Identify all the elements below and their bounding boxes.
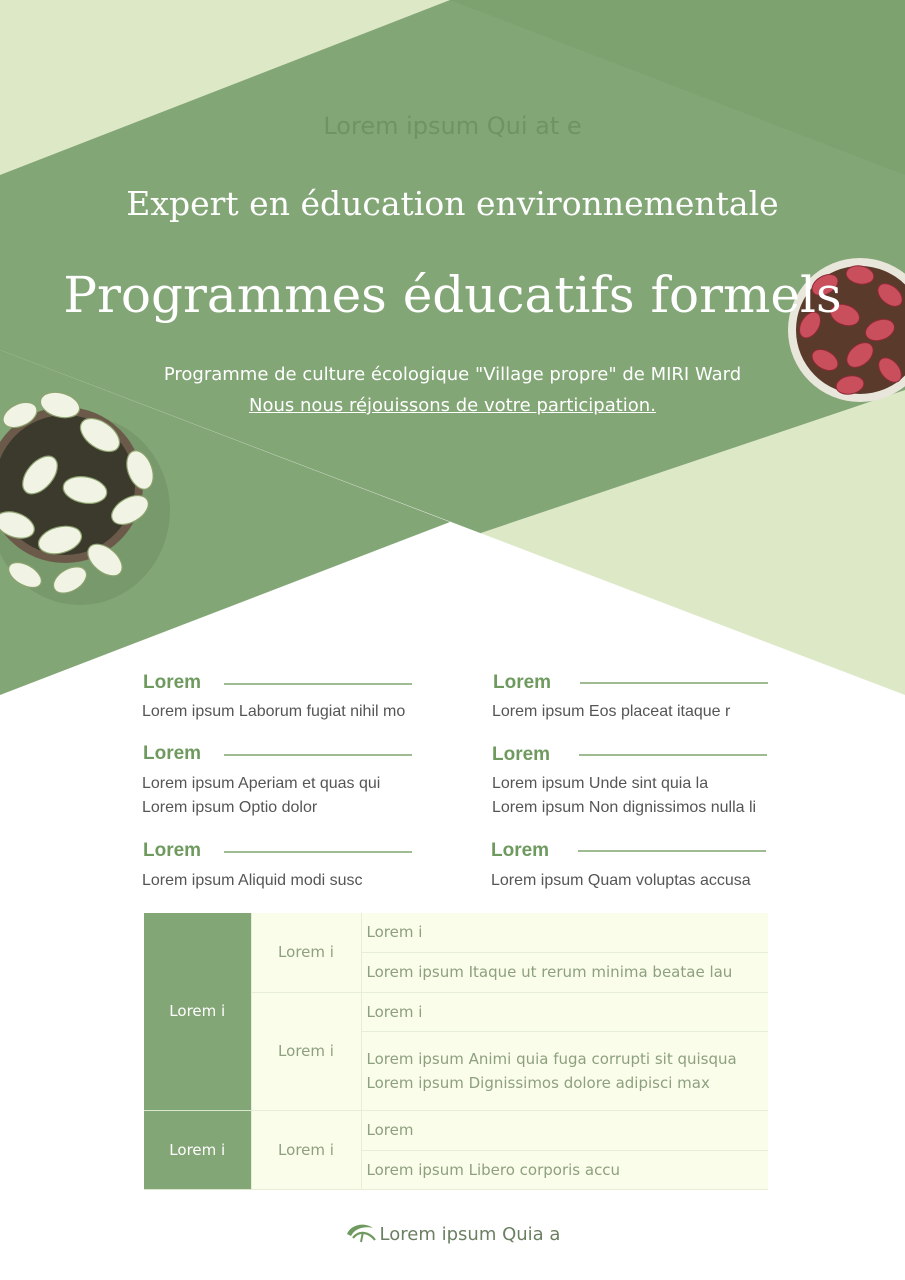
table-cell-text bbox=[361, 1031, 768, 1110]
divider bbox=[580, 682, 768, 684]
header-subtitle: Expert en éducation environnementale bbox=[126, 184, 779, 223]
table-sub-label: Lorem i bbox=[251, 992, 361, 1110]
footer bbox=[0, 1222, 905, 1245]
feature-title: Lorem bbox=[143, 672, 202, 693]
table-group-label: Lorem i bbox=[144, 1110, 251, 1189]
table-group-label: Lorem i bbox=[144, 913, 251, 1110]
feature-text: Lorem ipsum Aperiam et quas qui bbox=[142, 775, 381, 792]
feature-title: Lorem bbox=[492, 744, 551, 765]
feature-title: Lorem bbox=[143, 743, 202, 764]
table-cell-heading: Lorem bbox=[361, 1110, 768, 1150]
table-cell-line: Lorem ipsum Dignissimos dolore adipisci max bbox=[366, 1073, 710, 1092]
table-cell-heading: Lorem i bbox=[361, 992, 768, 1031]
table-cell-text: Lorem ipsum Libero corporis accu bbox=[361, 1150, 768, 1189]
divider bbox=[224, 754, 412, 756]
divider bbox=[579, 754, 767, 756]
table-cell-text: Lorem ipsum Itaque ut rerum minima beatae lau bbox=[361, 952, 768, 992]
feature-text: Lorem ipsum Laborum fugiat nihil mo bbox=[142, 703, 406, 720]
schedule-table bbox=[144, 913, 768, 1190]
table-sub-label: Lorem i bbox=[251, 913, 361, 992]
table-cell-line: Lorem ipsum Animi quia fuga corrupti sit quisqua bbox=[366, 1049, 737, 1068]
feature-text: Lorem ipsum Aliquid modi susc bbox=[142, 872, 363, 889]
feature-text: Lorem ipsum Eos placeat itaque r bbox=[492, 703, 731, 720]
page-title: Programmes éducatifs formels bbox=[63, 266, 842, 324]
header-kicker: Lorem ipsum Qui at e bbox=[323, 112, 582, 140]
feature-title: Lorem bbox=[491, 840, 550, 861]
feature-title: Lorem bbox=[143, 840, 202, 861]
leaf-logo-icon bbox=[345, 1222, 377, 1244]
feature-title: Lorem bbox=[493, 672, 552, 693]
divider bbox=[578, 850, 766, 852]
feature-text: Lorem ipsum Optio dolor bbox=[142, 799, 318, 816]
feature-text: Lorem ipsum Non dignissimos nulla li bbox=[492, 799, 757, 816]
divider bbox=[224, 851, 412, 853]
intro-text: Programme de culture écologique "Village propre" de MIRI Ward bbox=[163, 364, 742, 385]
table-cell-heading: Lorem i bbox=[361, 913, 768, 952]
feature-text: Lorem ipsum Unde sint quia la bbox=[492, 775, 709, 792]
feature-text: Lorem ipsum Quam voluptas accusa bbox=[491, 872, 751, 889]
table-sub-label: Lorem i bbox=[251, 1110, 361, 1189]
footer-text: Lorem ipsum Quia a bbox=[379, 1224, 561, 1245]
divider bbox=[224, 683, 412, 685]
intro-link[interactable]: Nous nous réjouissons de votre participation. bbox=[249, 395, 656, 416]
